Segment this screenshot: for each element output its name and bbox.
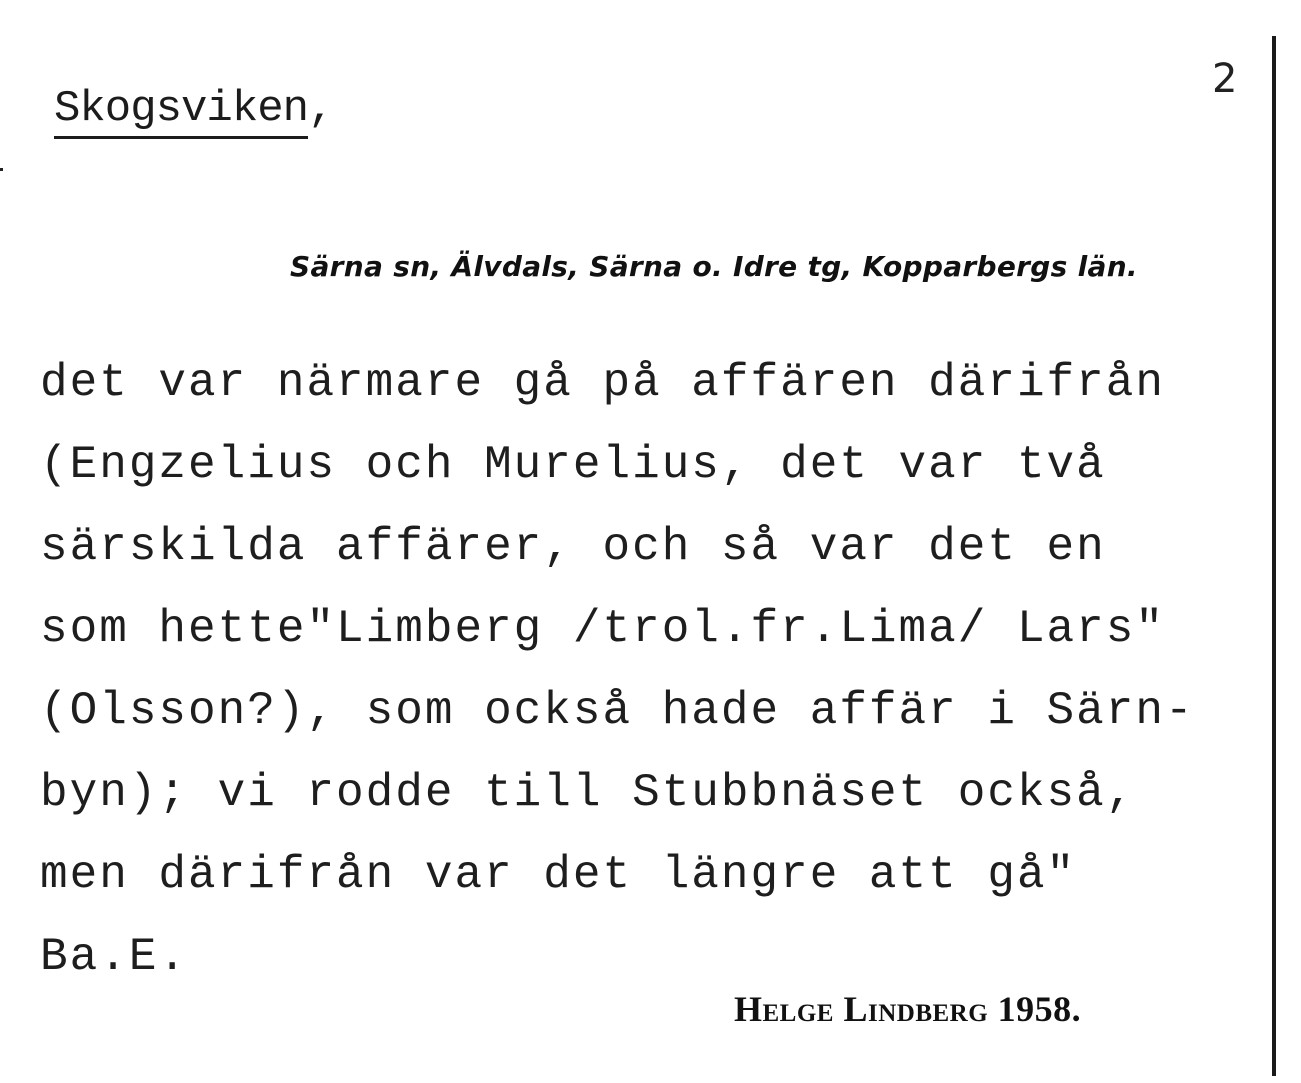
body-line: (Engzelius och Murelius, det var två xyxy=(40,439,1106,491)
body-line: byn); vi rodde till Stubbnäset också, xyxy=(40,767,1136,819)
body-text xyxy=(40,348,1250,1004)
body-line: det var närmare gå på affären därifrån xyxy=(40,357,1165,409)
place-title xyxy=(54,84,333,134)
body-line: som hette"Limberg /trol.fr.Lima/ Lars" xyxy=(40,603,1165,655)
card-edge-line xyxy=(1272,36,1276,1076)
body-line: men därifrån var det längre att gå" xyxy=(40,849,1077,901)
body-line: Ba.E. xyxy=(40,931,189,983)
place-title-suffix: , xyxy=(308,84,334,134)
signature-year: 1958. xyxy=(997,989,1082,1029)
body-line: (Olsson?), som också hade affär i Särn- xyxy=(40,685,1195,737)
body-line: särskilda affärer, och så var det en xyxy=(40,521,1106,573)
place-title-word: Skogsviken xyxy=(54,84,308,139)
page-number: 2 xyxy=(1212,56,1238,102)
edge-mark xyxy=(0,168,3,171)
signature xyxy=(734,988,1081,1030)
signature-name: Helge Lindberg xyxy=(734,989,989,1029)
location-line: Särna sn, Älvdals, Särna o. Idre tg, Kopparbergs län. xyxy=(290,250,1138,283)
